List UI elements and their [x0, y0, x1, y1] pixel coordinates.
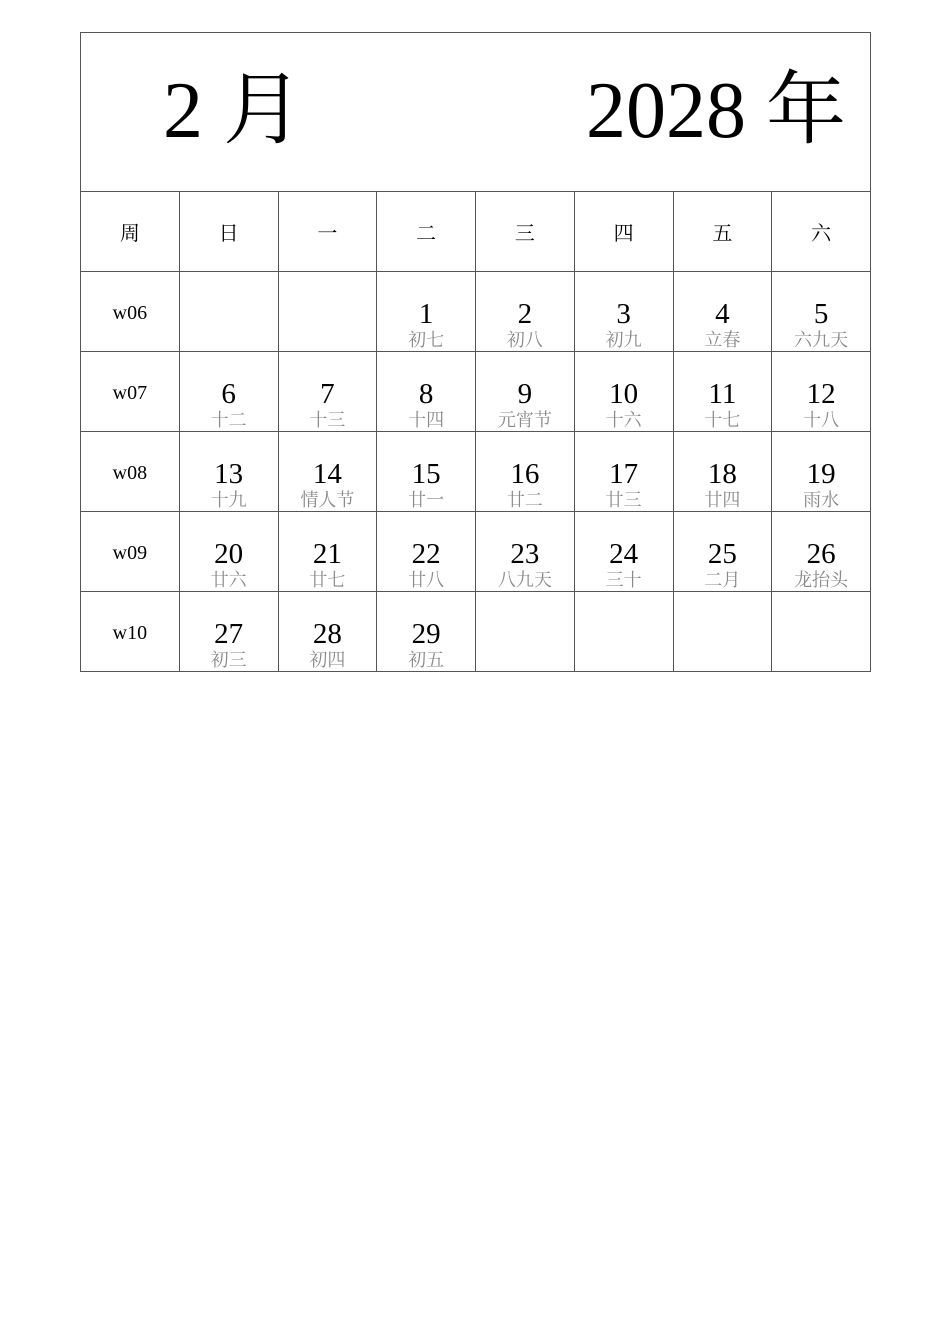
day-cell	[673, 432, 772, 512]
weekday-header-sat: 六	[772, 192, 871, 272]
week-number-cell	[81, 432, 180, 512]
day-cell	[278, 352, 377, 432]
week-row	[81, 512, 871, 592]
week-row	[81, 432, 871, 512]
week-number-cell	[81, 352, 180, 432]
day-number: 11	[708, 378, 737, 410]
day-number: 5	[813, 298, 829, 330]
weekday-header-fri: 五	[673, 192, 772, 272]
lunar-date: 十八	[803, 410, 840, 431]
lunar-date: 元宵节	[497, 410, 552, 431]
lunar-date: 廿七	[309, 570, 346, 591]
week-number-cell	[81, 512, 180, 592]
day-cell	[377, 592, 476, 672]
lunar-date: 初五	[408, 650, 445, 671]
empty-day-cell	[574, 592, 673, 672]
weekday-header-week: 周	[81, 192, 180, 272]
week-number: w09	[112, 542, 148, 564]
week-number-cell	[81, 272, 180, 352]
day-number: 28	[312, 618, 342, 650]
weekday-header-tue: 二	[377, 192, 476, 272]
empty-day-cell	[278, 272, 377, 352]
day-number: 22	[411, 538, 441, 570]
day-cell	[772, 512, 871, 592]
empty-day-cell	[476, 592, 575, 672]
lunar-date: 二月	[704, 570, 741, 591]
day-cell	[673, 512, 772, 592]
week-row	[81, 592, 871, 672]
week-number: w07	[112, 382, 148, 404]
empty-day-cell	[179, 272, 278, 352]
lunar-date: 初八	[506, 330, 543, 351]
week-row	[81, 272, 871, 352]
day-cell	[574, 352, 673, 432]
weekday-header-sun: 日	[179, 192, 278, 272]
lunar-date: 情人节	[300, 490, 355, 511]
day-cell	[476, 432, 575, 512]
day-number: 7	[320, 378, 335, 410]
day-number: 14	[312, 458, 342, 490]
week-number-cell	[81, 592, 180, 672]
lunar-date: 廿四	[704, 490, 741, 511]
month-title: 2 月	[163, 67, 303, 155]
day-number: 12	[806, 378, 836, 410]
day-number: 27	[214, 618, 244, 650]
day-number: 16	[510, 458, 540, 490]
day-cell	[476, 352, 575, 432]
day-cell	[278, 512, 377, 592]
weekday-header-wed: 三	[476, 192, 575, 272]
day-number: 13	[214, 458, 244, 490]
lunar-date: 十四	[408, 410, 445, 431]
day-cell	[377, 272, 476, 352]
weekday-header-mon: 一	[278, 192, 377, 272]
day-cell	[574, 512, 673, 592]
day-cell	[772, 432, 871, 512]
empty-day-cell	[772, 592, 871, 672]
lunar-date: 八九天	[497, 570, 552, 591]
day-number: 17	[609, 458, 639, 490]
week-row	[81, 352, 871, 432]
day-cell	[278, 592, 377, 672]
lunar-date: 十七	[704, 410, 741, 431]
calendar-title	[81, 33, 871, 192]
day-cell	[673, 272, 772, 352]
lunar-date: 龙抬头	[794, 570, 849, 591]
lunar-date: 廿一	[408, 490, 445, 511]
lunar-date: 十九	[210, 490, 247, 511]
day-cell	[476, 272, 575, 352]
lunar-date: 十六	[605, 410, 642, 431]
lunar-date: 雨水	[803, 490, 840, 511]
day-number: 26	[806, 538, 836, 570]
day-cell	[377, 512, 476, 592]
lunar-date: 六九天	[794, 330, 849, 351]
lunar-date: 廿八	[408, 570, 445, 591]
day-cell	[377, 432, 476, 512]
day-number: 8	[418, 378, 434, 410]
day-cell	[574, 272, 673, 352]
calendar-table	[80, 32, 871, 672]
day-number: 25	[707, 538, 737, 570]
day-cell	[179, 352, 278, 432]
week-number: w08	[112, 462, 148, 484]
week-number: w10	[112, 622, 148, 644]
day-cell	[278, 432, 377, 512]
empty-day-cell	[673, 592, 772, 672]
day-number: 23	[510, 538, 540, 570]
day-number: 1	[418, 298, 434, 330]
week-number: w06	[112, 302, 148, 324]
day-number: 15	[411, 458, 441, 490]
day-cell	[476, 512, 575, 592]
lunar-date: 初九	[605, 330, 642, 351]
day-cell	[179, 592, 278, 672]
day-cell	[673, 352, 772, 432]
day-cell	[377, 352, 476, 432]
day-cell	[772, 352, 871, 432]
year-title: 2028 年	[586, 67, 846, 155]
day-number: 21	[312, 538, 342, 570]
lunar-date: 初四	[309, 650, 346, 671]
weekday-header-row	[81, 192, 871, 272]
day-number: 20	[214, 538, 244, 570]
day-number: 9	[517, 378, 533, 410]
lunar-date: 十二	[210, 410, 247, 431]
day-number: 4	[715, 298, 730, 330]
day-number: 24	[609, 538, 639, 570]
day-number: 19	[806, 458, 836, 490]
day-number: 29	[411, 618, 441, 650]
day-cell	[179, 512, 278, 592]
lunar-date: 廿六	[210, 570, 247, 591]
day-number: 3	[616, 298, 631, 330]
day-cell	[772, 272, 871, 352]
day-cell	[179, 432, 278, 512]
lunar-date: 初七	[408, 330, 445, 351]
lunar-date: 廿三	[605, 490, 642, 511]
lunar-date: 三十	[605, 570, 642, 591]
lunar-date: 十三	[309, 410, 346, 431]
day-number: 2	[517, 298, 533, 330]
day-number: 10	[609, 378, 639, 410]
weekday-header-thu: 四	[574, 192, 673, 272]
lunar-date: 立春	[704, 330, 741, 351]
lunar-date: 初三	[210, 650, 247, 671]
day-number: 18	[707, 458, 737, 490]
lunar-date: 廿二	[506, 490, 543, 511]
day-cell	[574, 432, 673, 512]
day-number: 6	[221, 378, 236, 410]
